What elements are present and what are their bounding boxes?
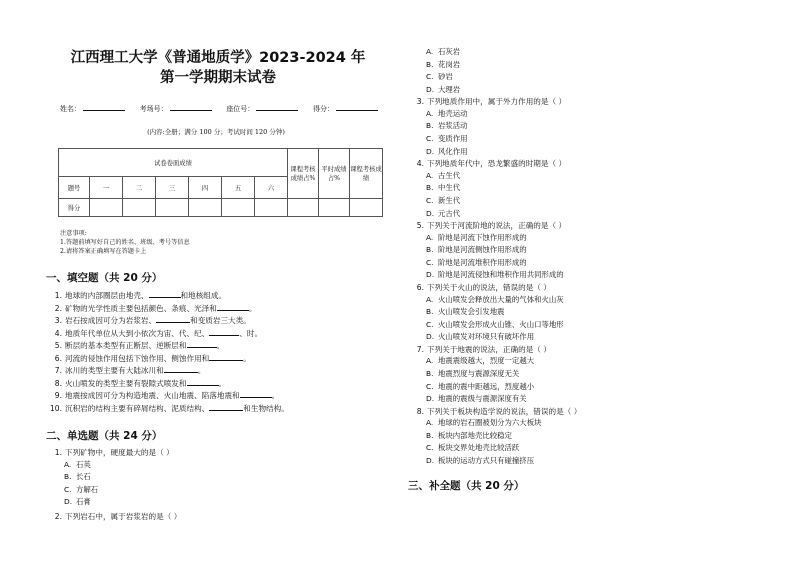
exam-room-field[interactable]: 考场号： — [140, 102, 212, 114]
left-column — [46, 48, 386, 522]
title-line-2: 第一学期期末试卷 — [160, 70, 276, 86]
notes-title: 注意事项: — [60, 230, 87, 237]
answer-blank[interactable] — [209, 327, 239, 336]
fill-blank-question: 3. 岩石按成因可分为岩浆岩、 和变质岩三大类。 — [54, 316, 251, 325]
col-5: 五 — [222, 177, 255, 199]
mcq-option[interactable]: B. 火山喷发会引发地震 — [426, 307, 505, 317]
answer-blank[interactable] — [187, 377, 219, 386]
mcq-option[interactable]: B. 地震烈度与震源深度无关 — [426, 368, 520, 378]
mcq-question: 7. 下列关于地震的说法，正确的是（ ） — [416, 344, 551, 354]
mcq-option[interactable]: C. 地震的震中距越远，烈度越小 — [426, 381, 535, 391]
seat-blank[interactable] — [256, 102, 298, 111]
name-blank[interactable] — [83, 102, 125, 111]
fill-blank-question: 5. 断层的基本类型有正断层、逆断层和 。 — [54, 341, 225, 350]
score-cell[interactable] — [123, 199, 156, 217]
col-1: 一 — [90, 177, 123, 199]
mcq-question: 1. 下列矿物中，硬度最大的是（ ） — [54, 448, 174, 457]
seat-field[interactable]: 座位号： — [226, 102, 298, 114]
score-cell[interactable] — [350, 199, 383, 217]
col-6: 六 — [255, 177, 288, 199]
mcq-option[interactable]: B. 板块内部地壳比较稳定 — [426, 430, 512, 440]
mcq-option[interactable]: D. 大理岩 — [426, 84, 461, 94]
mcq-question: 5. 下列关于河流阶地的说法，正确的是（ ） — [416, 221, 567, 231]
mcq-question: 6. 下列关于火山的说法，错误的是（ ） — [416, 283, 551, 292]
mcq-option[interactable]: D. 火山喷发对环境只有破坏作用 — [426, 332, 535, 342]
mcq-option[interactable]: C. 砂岩 — [426, 72, 453, 82]
fill-blank-question: 9. 地震按成因可分为构造地震、火山地震、陷落地震和 。 — [54, 391, 280, 400]
answer-blank[interactable] — [149, 289, 181, 298]
name-field[interactable]: 姓名： — [60, 102, 125, 114]
answer-blank[interactable] — [209, 402, 243, 411]
notes — [60, 229, 386, 256]
mcq-option[interactable]: B. 阶地是河流侧蚀作用形成的 — [426, 245, 527, 255]
mcq-option[interactable]: C. 板块交界处地壳比较活跃 — [426, 443, 520, 453]
mcq-option[interactable]: B. 岩浆活动 — [426, 121, 468, 131]
fill-blank-list — [46, 289, 386, 414]
fill-blank-question: 2. 矿物的光学性质主要包括颜色、条痕、光泽和 。 — [54, 303, 257, 313]
course-score-header: 课程考核成绩 — [350, 149, 383, 199]
notes-item: 2.请将答案正确填写在答题卡上 — [60, 248, 147, 255]
notes-item: 1.答题前填写好自己的姓名、班级、考号等信息 — [60, 239, 190, 246]
mcq-option[interactable]: D. 板块的运动方式只有碰撞挤压 — [426, 456, 535, 466]
section-3-title: 三、补全题（共 20 分） — [408, 479, 525, 492]
fill-blank-question: 8. 火山喷发的类型主要有裂隙式喷发和 。 — [54, 378, 227, 388]
mcq-option[interactable]: A. 火山喷发会释放出大量的气体和火山灰 — [426, 294, 564, 304]
mcq-option[interactable]: C. 新生代 — [426, 195, 461, 205]
score-cell[interactable] — [189, 199, 222, 217]
mcq-option[interactable]: A. 阶地是河流下蚀作用形成的 — [426, 232, 527, 242]
section-1-title: 一、填空题（共 20 分） — [46, 272, 163, 284]
mcq-option[interactable]: A. 地震震级越大，烈度一定越大 — [426, 356, 535, 366]
answer-blank[interactable] — [240, 389, 272, 398]
mcq-option[interactable]: A. 石英 — [64, 459, 91, 469]
score-row-label: 得分 — [59, 199, 90, 217]
mcq-option[interactable]: C. 方解石 — [64, 484, 99, 494]
fill-blank-question: 6. 河流的侵蚀作用包括下蚀作用、侧蚀作用和 。 — [54, 353, 251, 363]
mcq-option[interactable]: C. 阶地是河流堆积作用形成的 — [426, 257, 527, 267]
mcq-option[interactable]: D. 阶地是河流侵蚀和堆积作用共同形成的 — [426, 270, 564, 280]
mcq-question: 2. 下列岩石中，属于岩浆岩的是（ ） — [54, 511, 182, 521]
right-column — [408, 46, 768, 497]
answer-blank[interactable] — [209, 352, 243, 361]
mcq-option[interactable]: C. 变质作用 — [426, 134, 468, 144]
score-cell[interactable] — [255, 199, 288, 217]
score-cell[interactable] — [288, 199, 319, 217]
score-cell[interactable] — [319, 199, 350, 217]
answer-blank[interactable] — [164, 364, 198, 373]
mcq-option[interactable]: D. 元古代 — [426, 208, 461, 218]
mcq-question: 8. 下列关于板块构造学说的说法，错误的是（ ） — [416, 406, 582, 416]
course-weight-header: 课程考核成绩占% — [288, 149, 319, 199]
score-field[interactable]: 得分： — [313, 102, 378, 114]
mcq-option[interactable]: B. 中生代 — [426, 183, 461, 193]
title-line-1: 江西理工大学《普通地质学》2023-2024 年 — [70, 50, 366, 66]
student-info-row — [60, 102, 378, 114]
fill-blank-question: 10. 沉积岩的结构主要有碎屑结构、泥质结构、 和生物结构。 — [49, 403, 289, 413]
exam-title — [50, 48, 386, 88]
mcq-option[interactable]: A. 地球的岩石圈被划分为六大板块 — [426, 418, 542, 428]
answer-blank[interactable] — [156, 314, 190, 323]
mcq-option[interactable]: A. 古生代 — [426, 170, 461, 180]
mcq-option[interactable]: D. 石膏 — [64, 497, 91, 507]
mcq-option[interactable]: C. 火山喷发会形成火山锥、火山口等地形 — [426, 319, 564, 329]
answer-blank[interactable] — [217, 302, 249, 311]
mcq-option[interactable]: A. 地壳运动 — [426, 108, 468, 118]
fill-blank-question: 7. 冰川的类型主要有大陆冰川和 。 — [54, 366, 206, 375]
mcq-option[interactable]: A. 石灰岩 — [426, 47, 461, 56]
score-table-heading: 试卷卷面成绩 — [59, 149, 288, 177]
question-number-label: 题号 — [59, 177, 90, 199]
regular-weight-header: 平时成绩占% — [319, 149, 350, 199]
score-cell[interactable] — [90, 199, 123, 217]
answer-blank[interactable] — [187, 339, 217, 348]
col-2: 二 — [123, 177, 156, 199]
score-table — [58, 148, 383, 217]
fill-blank-question: 1. 地球的内部圈层由地壳、 和地核组成。 — [54, 291, 227, 300]
col-3: 三 — [156, 177, 189, 199]
exam-room-blank[interactable] — [170, 102, 212, 111]
mcq-option[interactable]: D. 风化作用 — [426, 146, 468, 156]
mcq-question: 4. 下列地质年代中，恐龙繁盛的时期是（ ） — [416, 159, 567, 169]
score-blank[interactable] — [336, 102, 378, 111]
mcq-option[interactable]: D. 地震的震级与震源深度有关 — [426, 394, 527, 404]
mcq-option[interactable]: B. 长石 — [64, 472, 91, 482]
mcq-question: 3. 下列地质作用中，属于外力作用的是（ ） — [416, 97, 567, 107]
score-cell[interactable] — [222, 199, 255, 217]
fill-blank-question: 4. 地质年代单位从大到小依次为宙、代、纪、 、时。 — [54, 328, 263, 338]
mcq-option[interactable]: B. 花岗岩 — [426, 59, 461, 69]
col-4: 四 — [189, 177, 222, 199]
section-2-title: 二、单选题（共 24 分） — [46, 430, 163, 442]
exam-info: (内容:全册；满分 100 分；考试时间 120 分钟) — [147, 128, 285, 136]
score-cell[interactable] — [156, 199, 189, 217]
